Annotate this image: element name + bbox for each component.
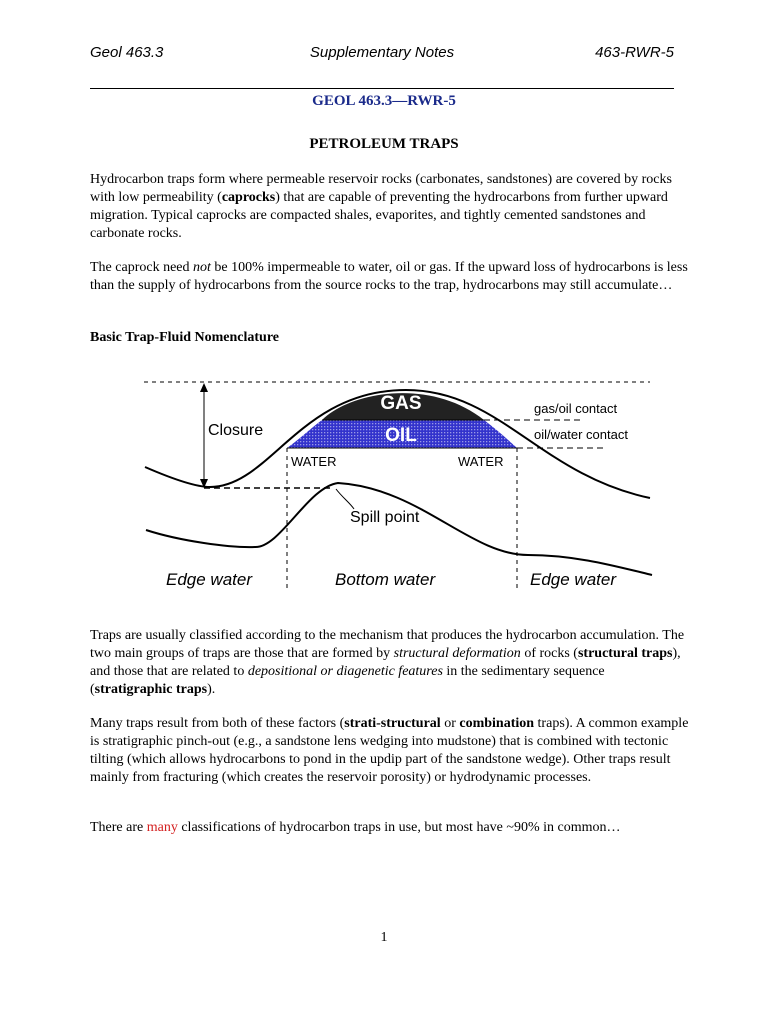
emphasis-many: many [146,820,178,835]
gas-oil-contact-label: gas/oil contact [534,401,618,416]
oil-label: OIL [385,425,417,446]
paragraph-combination: Many traps result from both of these factors (strati-structural or combination traps). A common example is stratigraphic pinch-out (e.g., a sandstone lens wedging into mudstone) that is combined with tectonic tilting (which allows hydrocarbons to pond in the updip part of the sandstone wedge). Other traps result mainly from fracturing (which creates the reservoir porosity) or hydrodynamic processes. [90,716,689,785]
closure-label: Closure [208,422,264,439]
paragraph-many-classifications: There are many classifications of hydrocarbon traps in use, but most have ~90% in common… [90,820,621,835]
term-caprocks: caprocks [221,190,276,205]
spill-point-leader [336,489,354,509]
spill-point-label: Spill point [350,509,420,526]
paragraph-classification: Traps are usually classified according to the mechanism that produces the hydrocarbon accumulation. The two main groups of traps are those that are formed by structural deformation of rocks (structural traps), and those that are related to depositional or diagenetic features in the sedimentary sequence (stratigraphic traps). [90,628,685,697]
gas-label: GAS [380,393,422,414]
emphasis-not: not [193,260,211,275]
water-left-label: WATER [291,454,337,469]
closure-arrow-head-top [200,383,208,392]
term-stratigraphic-traps: stratigraphic traps [94,682,208,697]
paragraph-caprock: The caprock need not be 100% impermeable to water, oil or gas. If the upward loss of hydrocarbons is less than the supply of hydrocarbons from the source rocks to the trap, hydrocarbons may still accumulate… [90,260,688,293]
page-title: PETROLEUM TRAPS [309,136,459,152]
oil-water-contact-label: oil/water contact [534,427,628,442]
header-course: Geol 463.3 [90,44,164,61]
term-structural-traps: structural traps [577,646,673,661]
trap-diagram [130,365,670,605]
page-number: 1 [380,930,388,945]
term-combination: combination [459,716,535,731]
header-rule [90,88,674,89]
document-code-title: GEOL 463.3—RWR-5 [312,93,456,109]
paragraph-intro: Hydrocarbon traps form where permeable reservoir rocks (carbonates, sandstones) are covered by rocks with low permeability (caprocks) that are capable of preventing the hydrocarbons from further upward migration. Typical caprocks are compacted shales, evaporites, and tightly cemented sandstones and carbonate rocks. [90,172,672,241]
header-doc-code: 463-RWR-5 [595,44,674,61]
term-strati-structural: strati-structural [344,716,441,731]
bottom-water-label: Bottom water [335,570,436,589]
edge-water-right-label: Edge water [530,570,616,589]
water-right-label: WATER [458,454,504,469]
edge-water-left-label: Edge water [166,570,252,589]
reservoir-base-surface [146,483,652,575]
subheading-nomenclature: Basic Trap-Fluid Nomenclature [90,330,279,345]
header-notes-label: Supplementary Notes [309,44,455,61]
